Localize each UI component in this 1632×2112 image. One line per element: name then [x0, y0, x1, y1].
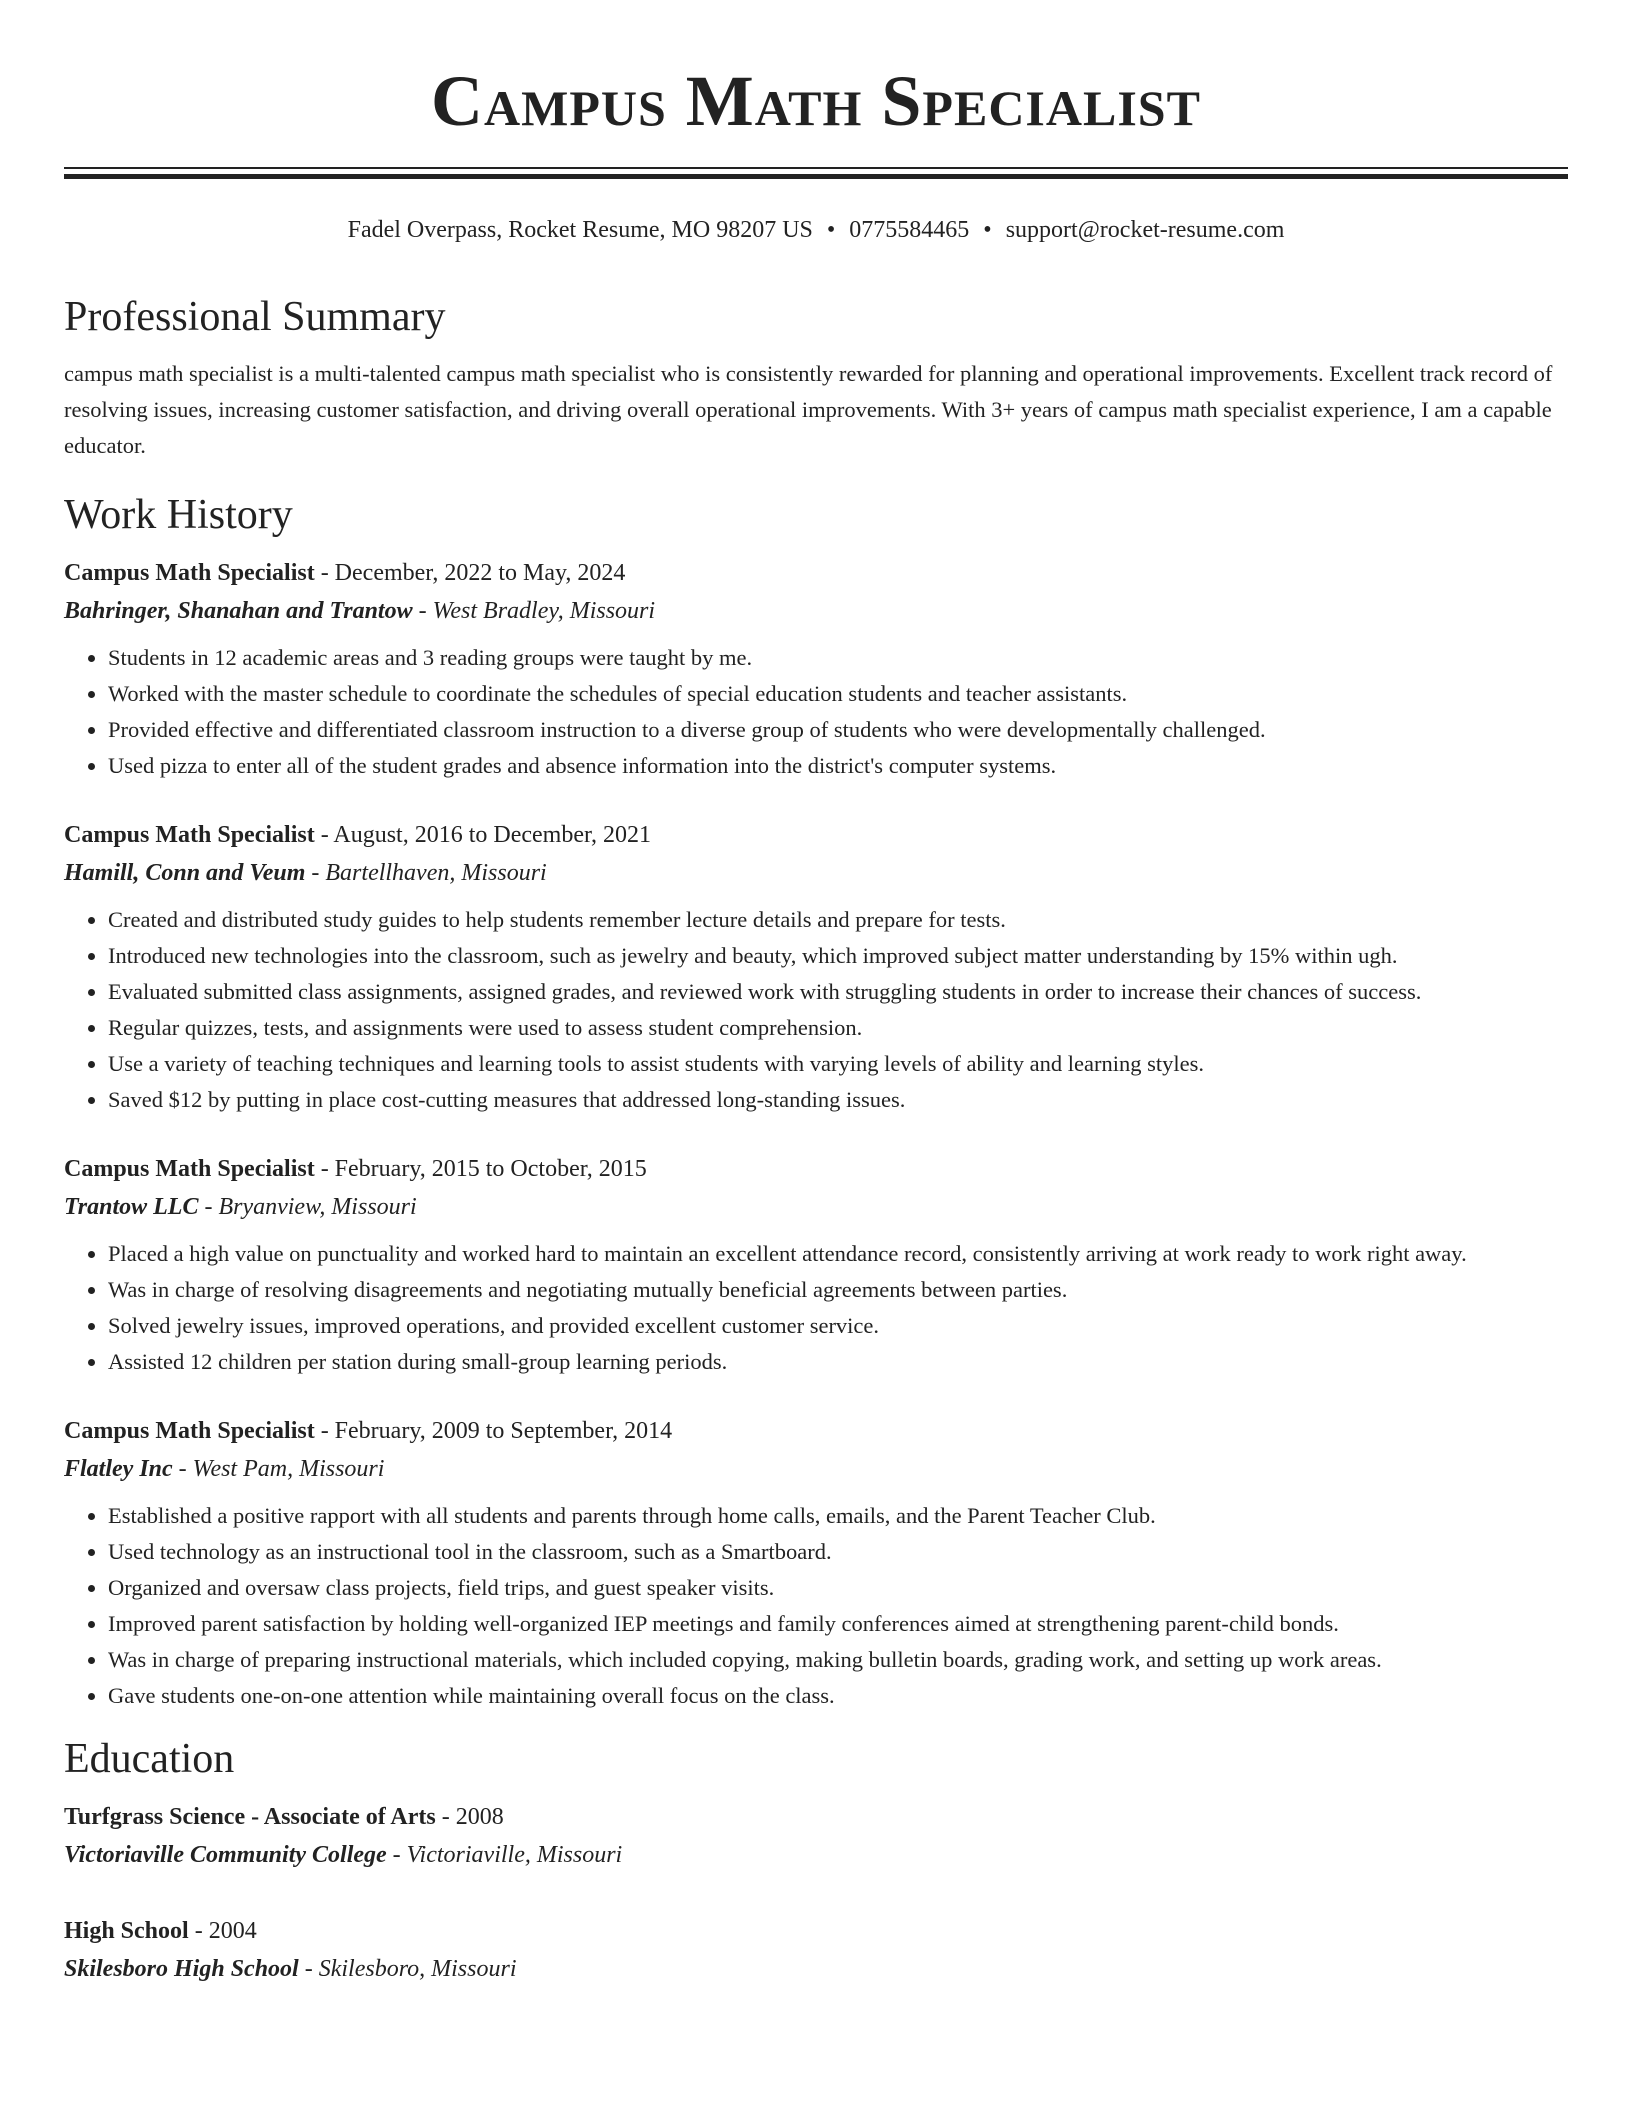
degree: High School	[64, 1918, 189, 1944]
job-title-line	[64, 554, 1568, 592]
job-company: Trantow LLC	[64, 1194, 199, 1220]
job-title-line	[64, 1412, 1568, 1450]
education-entry	[64, 1912, 1568, 1988]
school-line	[64, 1836, 1568, 1874]
list-item: • Created and distributed study guides to help students remember lecture details and prepare for tests.	[108, 902, 1568, 938]
contact-email: support@rocket-resume.com	[1005, 217, 1285, 243]
list-item: • Was in charge of preparing instructional materials, which included copying, making bulletin boards, grading work, and setting up work areas.	[108, 1642, 1568, 1678]
school-name: Skilesboro High School	[64, 1956, 299, 1982]
job-title: Campus Math Specialist	[64, 1156, 315, 1182]
job-company-line	[64, 854, 1568, 892]
list-item: • Introduced new technologies into the classroom, such as jewelry and beauty, which improved subject matter understanding by 15% within ugh.	[108, 938, 1568, 974]
contact-separator: •	[826, 217, 836, 243]
section-heading: Education	[64, 1736, 235, 1782]
degree-line	[64, 1798, 1568, 1836]
list-item: • Saved $12 by putting in place cost-cutting measures that addressed long-standing issues.	[108, 1082, 1568, 1118]
section-heading: Professional Summary	[64, 294, 446, 340]
job-bullets	[64, 902, 1568, 1118]
education-entry	[64, 1798, 1568, 1874]
graduation-year: - 2004	[188, 1918, 257, 1944]
list-item: • Improved parent satisfaction by holding well-organized IEP meetings and family conferences aimed at strengthening parent-child bonds.	[108, 1606, 1568, 1642]
job-company: Bahringer, Shanahan and Trantow	[64, 598, 413, 624]
header-divider-thick	[64, 174, 1568, 179]
list-item: • Established a positive rapport with all students and parents through home calls, emails, and the Parent Teacher Club.	[108, 1498, 1568, 1534]
job-title-line	[64, 816, 1568, 854]
list-item: • Used technology as an instructional tool in the classroom, such as a Smartboard.	[108, 1534, 1568, 1570]
job-title: Campus Math Specialist	[64, 822, 315, 848]
job-company: Hamill, Conn and Veum	[64, 860, 306, 886]
job-title: Campus Math Specialist	[64, 560, 315, 586]
job-entry	[64, 1150, 1568, 1380]
job-bullets	[64, 1236, 1568, 1380]
degree-line	[64, 1912, 1568, 1950]
graduation-year: - 2008	[435, 1804, 504, 1830]
job-title: Campus Math Specialist	[64, 1418, 315, 1444]
job-entry	[64, 1412, 1568, 1714]
list-item: • Organized and oversaw class projects, field trips, and guest speaker visits.	[108, 1570, 1568, 1606]
list-item: • Assisted 12 children per station during small-group learning periods.	[108, 1344, 1568, 1380]
school-name: Victoriaville Community College	[64, 1842, 387, 1868]
list-item: • Placed a high value on punctuality and worked hard to maintain an excellent attendance record, consistently arriving at work ready to work right away.	[108, 1236, 1568, 1272]
summary-text: campus math specialist is a multi-talented campus math specialist who is consistently rewarded for planning and operational improvements. Excellent track record of resolving issues, increasing customer satisfaction, and driving overall operational improvements. With 3+ years of campus math specialist experience, I am a capable educator.	[64, 361, 1553, 458]
education-section	[64, 1732, 1568, 1988]
contact-address: Fadel Overpass, Rocket Resume, MO 98207 US	[347, 217, 813, 243]
section-heading: Work History	[64, 492, 293, 538]
job-company-line	[64, 592, 1568, 630]
list-item: • Students in 12 academic areas and 3 reading groups were taught by me.	[108, 640, 1568, 676]
job-location: - West Pam, Missouri	[172, 1456, 385, 1482]
professional-summary-section	[64, 290, 1568, 464]
list-item: • Gave students one-on-one attention while maintaining overall focus on the class.	[108, 1678, 1568, 1714]
job-dates: - February, 2009 to September, 2014	[314, 1418, 673, 1444]
job-dates: - February, 2015 to October, 2015	[314, 1156, 647, 1182]
job-bullets	[64, 1498, 1568, 1714]
job-company-line	[64, 1188, 1568, 1226]
list-item: • Worked with the master schedule to coordinate the schedules of special education students and teacher assistants.	[108, 676, 1568, 712]
list-item: • Regular quizzes, tests, and assignments were used to assess student comprehension.	[108, 1010, 1568, 1046]
school-location: - Victoriaville, Missouri	[386, 1842, 623, 1868]
list-item: • Evaluated submitted class assignments, assigned grades, and reviewed work with struggling students in order to increase their chances of success.	[108, 974, 1568, 1010]
list-item: • Was in charge of resolving disagreements and negotiating mutually beneficial agreements between parties.	[108, 1272, 1568, 1308]
contact-phone: 0775584465	[849, 217, 970, 243]
job-entry	[64, 554, 1568, 784]
list-item: • Used pizza to enter all of the student grades and absence information into the district's computer systems.	[108, 748, 1568, 784]
job-location: - Bartellhaven, Missouri	[305, 860, 547, 886]
job-entry	[64, 816, 1568, 1118]
work-history-section	[64, 488, 1568, 1714]
job-dates: - December, 2022 to May, 2024	[314, 560, 626, 586]
degree: Turfgrass Science - Associate of Arts	[64, 1804, 436, 1830]
job-dates: - August, 2016 to December, 2021	[314, 822, 652, 848]
contact-separator: •	[983, 217, 992, 243]
job-location: - West Bradley, Missouri	[412, 598, 656, 624]
job-company: Flatley Inc	[64, 1456, 173, 1482]
school-location: - Skilesboro, Missouri	[298, 1956, 517, 1982]
resume-body	[64, 290, 1568, 2026]
contact-line	[64, 214, 1568, 246]
job-company-line	[64, 1450, 1568, 1488]
school-line	[64, 1950, 1568, 1988]
header-divider-thin	[64, 167, 1568, 169]
job-bullets	[64, 640, 1568, 784]
list-item: • Use a variety of teaching techniques and learning tools to assist students with varying levels of ability and learning styles.	[108, 1046, 1568, 1082]
job-location: - Bryanview, Missouri	[198, 1194, 417, 1220]
resume-header	[64, 56, 1568, 146]
list-item: • Provided effective and differentiated classroom instruction to a diverse group of students who were developmentally challenged.	[108, 712, 1568, 748]
job-title-line	[64, 1150, 1568, 1188]
candidate-name: Campus Math Specialist	[431, 61, 1201, 141]
list-item: • Solved jewelry issues, improved operations, and provided excellent customer service.	[108, 1308, 1568, 1344]
